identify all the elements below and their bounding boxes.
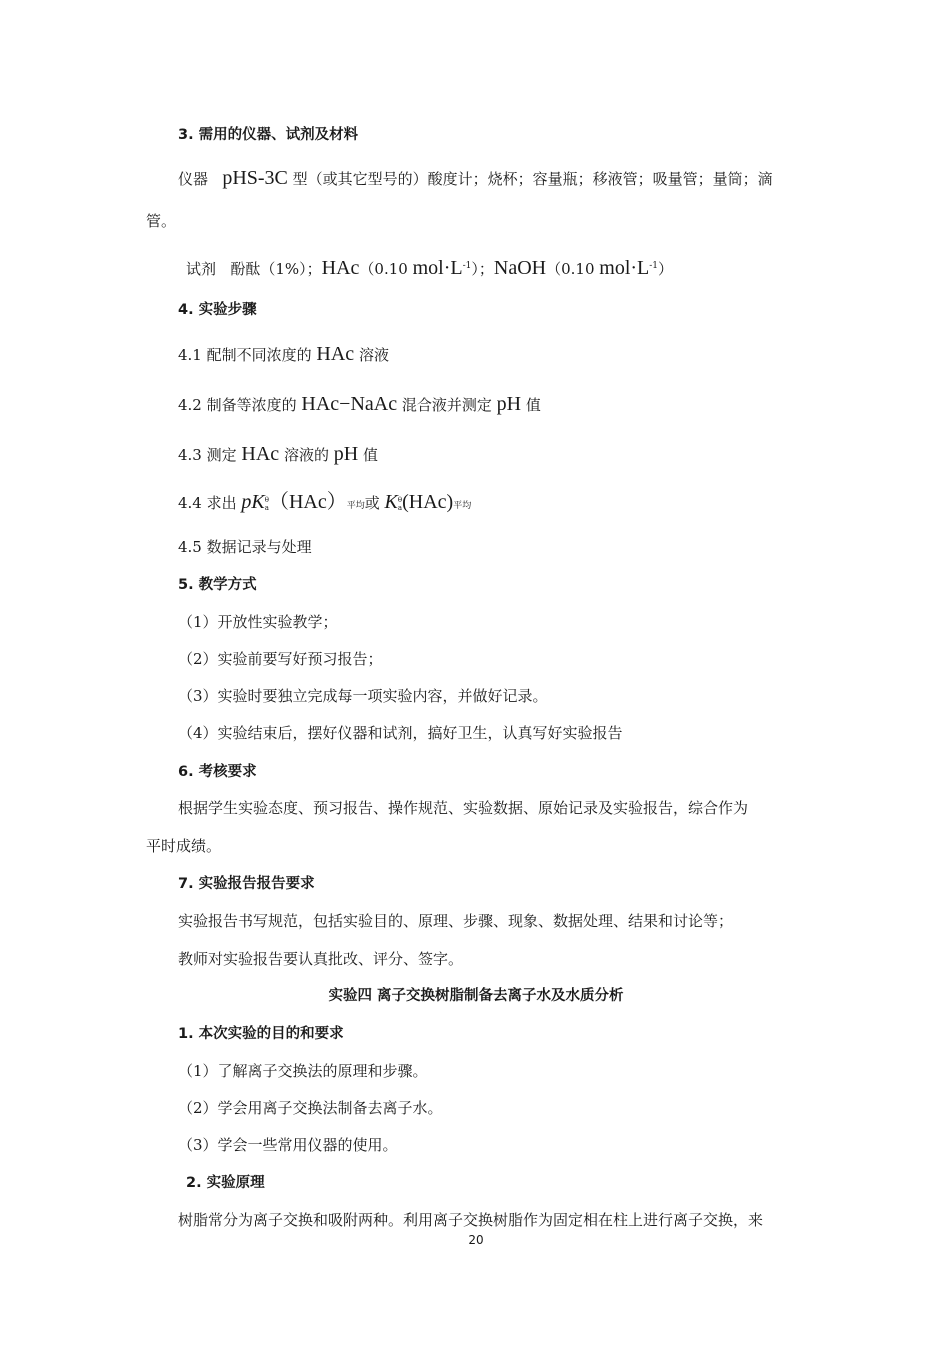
reagents-line: 试剂 酚酞（1%）；HAc（0.10 $mol\cdot L^{-1}$）；NaOH（0.10 $mol\cdot L^{-1}$） bbox=[186, 257, 674, 279]
step-4-3: 4.3 测定 HAc 溶液的 pH 值 bbox=[178, 443, 378, 465]
teaching-item-3: （3）实验时要独立完成每一项实验内容，并做好记录。 bbox=[178, 687, 548, 705]
step-4-2: 4.2 制备等浓度的 HAc−NaAc 混合液并测定 pH 值 bbox=[178, 393, 541, 415]
section-6-heading: 6. 考核要求 bbox=[178, 764, 257, 780]
section-4-heading: 4. 实验步骤 bbox=[178, 302, 257, 318]
section-3-heading: 3. 需用的仪器、试剂及材料 bbox=[178, 127, 359, 143]
step-4-4: 4.4 求出 pK θ a （HAc）平均或 K θ a (HAc)平均 bbox=[178, 491, 472, 513]
step-4-1: 4.1 配制不同浓度的 HAc 溶液 bbox=[178, 343, 389, 365]
exp4-principle-para: 树脂常分为离子交换和吸附两种。利用离子交换树脂作为固定相在柱上进行离子交换，来 bbox=[178, 1211, 764, 1229]
teaching-item-1: （1）开放性实验教学； bbox=[178, 613, 338, 631]
section-7-heading: 7. 实验报告报告要求 bbox=[178, 876, 315, 892]
exp4-goal-2: （2）学会用离子交换法制备去离子水。 bbox=[178, 1099, 443, 1117]
exp4-goal-1: （1）了解离子交换法的原理和步骤。 bbox=[178, 1062, 428, 1080]
section-5-heading: 5. 教学方式 bbox=[178, 577, 257, 593]
teaching-item-2: （2）实验前要写好预习报告； bbox=[178, 650, 383, 668]
assessment-para-1: 根据学生实验态度、预习报告、操作规范、实验数据、原始记录及实验报告，综合作为 bbox=[178, 799, 749, 817]
exp4-section-1-heading: 1. 本次实验的目的和要求 bbox=[178, 1026, 344, 1042]
experiment-4-title: 实验四 离子交换树脂制备去离子水及水质分析 bbox=[328, 988, 624, 1004]
exp4-section-2-heading: 2. 实验原理 bbox=[186, 1175, 265, 1191]
report-para-1: 实验报告书写规范，包括实验目的、原理、步骤、现象、数据处理、结果和讨论等； bbox=[178, 912, 734, 930]
teaching-item-4: （4）实验结束后，摆好仪器和试剂，搞好卫生，认真写好实验报告 bbox=[178, 724, 623, 742]
exp4-goal-3: （3）学会一些常用仪器的使用。 bbox=[178, 1136, 398, 1154]
instruments-line: 仪器 pHS-3C 型（或其它型号的）酸度计；烧杯；容量瓶；移液管；吸量管；量筒；滴 bbox=[178, 167, 773, 189]
step-4-5: 4.5 数据记录与处理 bbox=[178, 538, 312, 556]
report-para-2: 教师对实验报告要认真批改、评分、签字。 bbox=[178, 950, 464, 968]
instruments-line-cont: 管。 bbox=[146, 212, 177, 230]
assessment-para-2: 平时成绩。 bbox=[146, 837, 222, 855]
page-number: 20 bbox=[468, 1233, 484, 1247]
